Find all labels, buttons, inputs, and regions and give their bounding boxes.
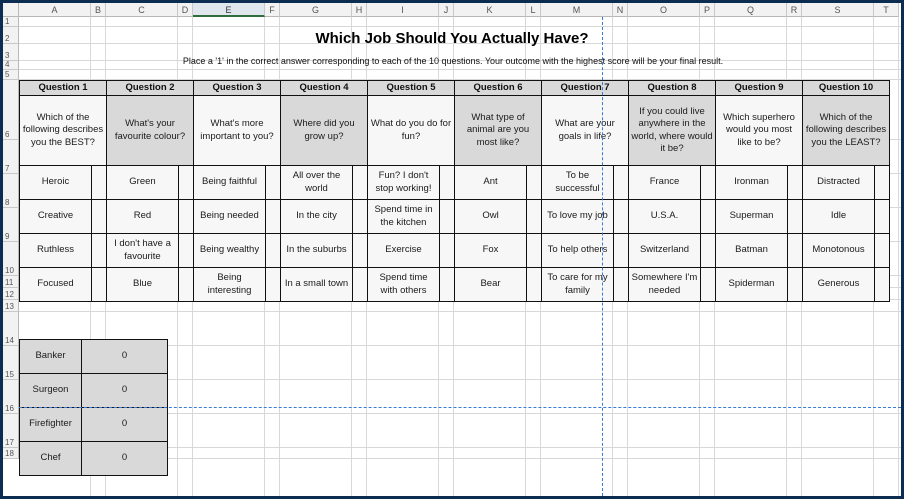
row-header-18[interactable]: 18: [3, 448, 19, 459]
column-header-e[interactable]: E: [193, 3, 265, 17]
column-header-m[interactable]: M: [541, 3, 613, 17]
column-header-f[interactable]: F: [265, 3, 280, 17]
column-header-o[interactable]: O: [628, 3, 700, 17]
row-header-3[interactable]: 3: [3, 44, 19, 61]
question-text-10: Which of the following describes you the LEAST?: [802, 95, 890, 166]
column-header-i[interactable]: I: [367, 3, 439, 17]
answer-input-q10-2[interactable]: [874, 199, 890, 234]
answer-input-q2-2[interactable]: [178, 199, 194, 234]
row-header-8[interactable]: 8: [3, 174, 19, 208]
answer-option-q5-4: Spend time with others: [367, 267, 440, 302]
page-break-horizontal: [19, 407, 901, 408]
answer-input-q2-3[interactable]: [178, 233, 194, 268]
spreadsheet[interactable]: [3, 3, 901, 496]
answer-option-q10-2: Idle: [802, 199, 875, 234]
answer-option-q6-1: Ant: [454, 165, 527, 200]
gridline-horizontal: [19, 69, 901, 70]
answer-input-q6-4[interactable]: [526, 267, 542, 302]
select-all-corner[interactable]: [3, 3, 19, 17]
answer-option-q3-2: Being needed: [193, 199, 266, 234]
answer-input-q1-1[interactable]: [91, 165, 107, 200]
question-header-4: Question 4: [280, 80, 368, 96]
answer-option-q9-2: Superman: [715, 199, 788, 234]
row-header-10[interactable]: 10: [3, 242, 19, 276]
question-text-5: What do you do for fun?: [367, 95, 455, 166]
answer-input-q1-3[interactable]: [91, 233, 107, 268]
answer-input-q2-1[interactable]: [178, 165, 194, 200]
column-header-s[interactable]: S: [802, 3, 874, 17]
answer-input-q10-4[interactable]: [874, 267, 890, 302]
score-label-surgeon: Surgeon: [19, 373, 82, 408]
answer-input-q6-3[interactable]: [526, 233, 542, 268]
answer-input-q9-2[interactable]: [787, 199, 803, 234]
row-header-4[interactable]: 4: [3, 61, 19, 70]
row-header-5[interactable]: 5: [3, 70, 19, 80]
answer-option-q8-2: U.S.A.: [628, 199, 701, 234]
column-header-g[interactable]: G: [280, 3, 352, 17]
score-label-chef: Chef: [19, 441, 82, 476]
score-value-firefighter[interactable]: 0: [81, 407, 168, 442]
answer-input-q7-4[interactable]: [613, 267, 629, 302]
page-break-vertical: [602, 17, 603, 496]
answer-input-q8-2[interactable]: [700, 199, 716, 234]
answer-input-q5-3[interactable]: [439, 233, 455, 268]
row-header-7[interactable]: 7: [3, 140, 19, 174]
column-header-r[interactable]: R: [787, 3, 802, 17]
answer-option-q10-3: Monotonous: [802, 233, 875, 268]
answer-input-q5-1[interactable]: [439, 165, 455, 200]
question-header-10: Question 10: [802, 80, 890, 96]
gridline-horizontal: [19, 311, 901, 312]
answer-option-q5-2: Spend time in the kitchen: [367, 199, 440, 234]
answer-option-q5-3: Exercise: [367, 233, 440, 268]
column-header-a[interactable]: A: [19, 3, 91, 17]
answer-input-q8-1[interactable]: [700, 165, 716, 200]
answer-option-q3-1: Being faithful: [193, 165, 266, 200]
answer-option-q2-2: Red: [106, 199, 179, 234]
row-header-1[interactable]: 1: [3, 17, 19, 27]
answer-option-q1-1: Heroic: [19, 165, 92, 200]
column-header-d[interactable]: D: [178, 3, 193, 17]
quiz-title: Which Job Should You Actually Have?: [315, 30, 589, 48]
answer-input-q9-3[interactable]: [787, 233, 803, 268]
question-text-7: What are your goals in life?: [541, 95, 629, 166]
answer-option-q2-4: Blue: [106, 267, 179, 302]
answer-option-q7-4: To care for my family: [541, 267, 614, 302]
answer-option-q4-4: In a small town: [280, 267, 353, 302]
column-header-n[interactable]: N: [613, 3, 628, 17]
answer-option-q5-1: Fun? I don't stop working!: [367, 165, 440, 200]
question-text-4: Where did you grow up?: [280, 95, 368, 166]
answer-input-q3-3[interactable]: [265, 233, 281, 268]
row-header-11[interactable]: 11: [3, 276, 19, 288]
gridline-horizontal: [19, 26, 901, 27]
answer-input-q8-4[interactable]: [700, 267, 716, 302]
row-header-15[interactable]: 15: [3, 346, 19, 380]
question-text-3: What's more important to you?: [193, 95, 281, 166]
answer-option-q9-1: Ironman: [715, 165, 788, 200]
quiz-instructions: Place a '1' in the correct answer corresponding to each of the 10 questions. Your outcome with the highest score will be your final result.: [182, 55, 724, 66]
column-header-p[interactable]: P: [700, 3, 715, 17]
score-value-surgeon[interactable]: 0: [81, 373, 168, 408]
answer-option-q1-3: Ruthless: [19, 233, 92, 268]
column-header-b[interactable]: B: [91, 3, 106, 17]
column-header-j[interactable]: J: [439, 3, 454, 17]
score-label-firefighter: Firefighter: [19, 407, 82, 442]
question-header-3: Question 3: [193, 80, 281, 96]
answer-input-q9-1[interactable]: [787, 165, 803, 200]
question-text-6: What type of animal are you most like?: [454, 95, 542, 166]
answer-option-q10-1: Distracted: [802, 165, 875, 200]
answer-input-q7-3[interactable]: [613, 233, 629, 268]
question-header-2: Question 2: [106, 80, 194, 96]
row-header-6[interactable]: 6: [3, 80, 19, 140]
answer-input-q4-2[interactable]: [352, 199, 368, 234]
answer-option-q1-2: Creative: [19, 199, 92, 234]
question-text-8: If you could live anywhere in the world, where would it be?: [628, 95, 716, 166]
question-header-7: Question 7: [541, 80, 629, 96]
column-header-h[interactable]: H: [352, 3, 367, 17]
score-label-banker: Banker: [19, 339, 82, 374]
answer-option-q2-3: I don't have a favourite: [106, 233, 179, 268]
answer-option-q9-4: Spiderman: [715, 267, 788, 302]
answer-input-q5-2[interactable]: [439, 199, 455, 234]
answer-option-q4-3: In the suburbs: [280, 233, 353, 268]
answer-input-q1-4[interactable]: [91, 267, 107, 302]
column-header-c[interactable]: C: [106, 3, 178, 17]
question-header-5: Question 5: [367, 80, 455, 96]
question-text-2: What's your favourite colour?: [106, 95, 194, 166]
answer-option-q6-3: Fox: [454, 233, 527, 268]
answer-input-q10-1[interactable]: [874, 165, 890, 200]
answer-input-q3-1[interactable]: [265, 165, 281, 200]
answer-option-q8-4: Somewhere I'm needed: [628, 267, 701, 302]
answer-input-q4-3[interactable]: [352, 233, 368, 268]
answer-input-q7-1[interactable]: [613, 165, 629, 200]
answer-option-q2-1: Green: [106, 165, 179, 200]
answer-option-q4-2: In the city: [280, 199, 353, 234]
row-header-2[interactable]: 2: [3, 27, 19, 44]
answer-option-q6-2: Owl: [454, 199, 527, 234]
answer-option-q4-1: All over the world: [280, 165, 353, 200]
answer-option-q8-1: France: [628, 165, 701, 200]
column-header-q[interactable]: Q: [715, 3, 787, 17]
answer-input-q3-2[interactable]: [265, 199, 281, 234]
answer-option-q7-2: To love my job: [541, 199, 614, 234]
answer-input-q4-1[interactable]: [352, 165, 368, 200]
question-header-6: Question 6: [454, 80, 542, 96]
answer-option-q6-4: Bear: [454, 267, 527, 302]
answer-input-q8-3[interactable]: [700, 233, 716, 268]
answer-input-q7-2[interactable]: [613, 199, 629, 234]
answer-option-q3-3: Being wealthy: [193, 233, 266, 268]
answer-input-q4-4[interactable]: [352, 267, 368, 302]
answer-option-q8-3: Switzerland: [628, 233, 701, 268]
question-header-1: Question 1: [19, 80, 107, 96]
score-value-chef[interactable]: 0: [81, 441, 168, 476]
row-header-14[interactable]: 14: [3, 312, 19, 346]
answer-option-q9-3: Batman: [715, 233, 788, 268]
column-header-l[interactable]: L: [526, 3, 541, 17]
answer-input-q9-4[interactable]: [787, 267, 803, 302]
answer-input-q6-2[interactable]: [526, 199, 542, 234]
question-text-1: Which of the following describes you the BEST?: [19, 95, 107, 166]
question-header-9: Question 9: [715, 80, 803, 96]
answer-option-q1-4: Focused: [19, 267, 92, 302]
answer-option-q3-4: Being interesting: [193, 267, 266, 302]
score-value-banker[interactable]: 0: [81, 339, 168, 374]
column-header-t[interactable]: T: [874, 3, 899, 17]
answer-input-q10-3[interactable]: [874, 233, 890, 268]
answer-input-q1-2[interactable]: [91, 199, 107, 234]
row-header-16[interactable]: 16: [3, 380, 19, 414]
column-header-k[interactable]: K: [454, 3, 526, 17]
answer-option-q7-3: To help others: [541, 233, 614, 268]
answer-option-q7-1: To be successful: [541, 165, 614, 200]
answer-input-q2-4[interactable]: [178, 267, 194, 302]
answer-option-q10-4: Generous: [802, 267, 875, 302]
question-header-8: Question 8: [628, 80, 716, 96]
question-text-9: Which superhero would you most like to be?: [715, 95, 803, 166]
answer-input-q6-1[interactable]: [526, 165, 542, 200]
gridline-vertical: [898, 17, 899, 496]
row-header-13[interactable]: 13: [3, 300, 19, 312]
answer-input-q5-4[interactable]: [439, 267, 455, 302]
row-header-12[interactable]: 12: [3, 288, 19, 300]
answer-input-q3-4[interactable]: [265, 267, 281, 302]
row-header-17[interactable]: 17: [3, 414, 19, 448]
row-header-9[interactable]: 9: [3, 208, 19, 242]
